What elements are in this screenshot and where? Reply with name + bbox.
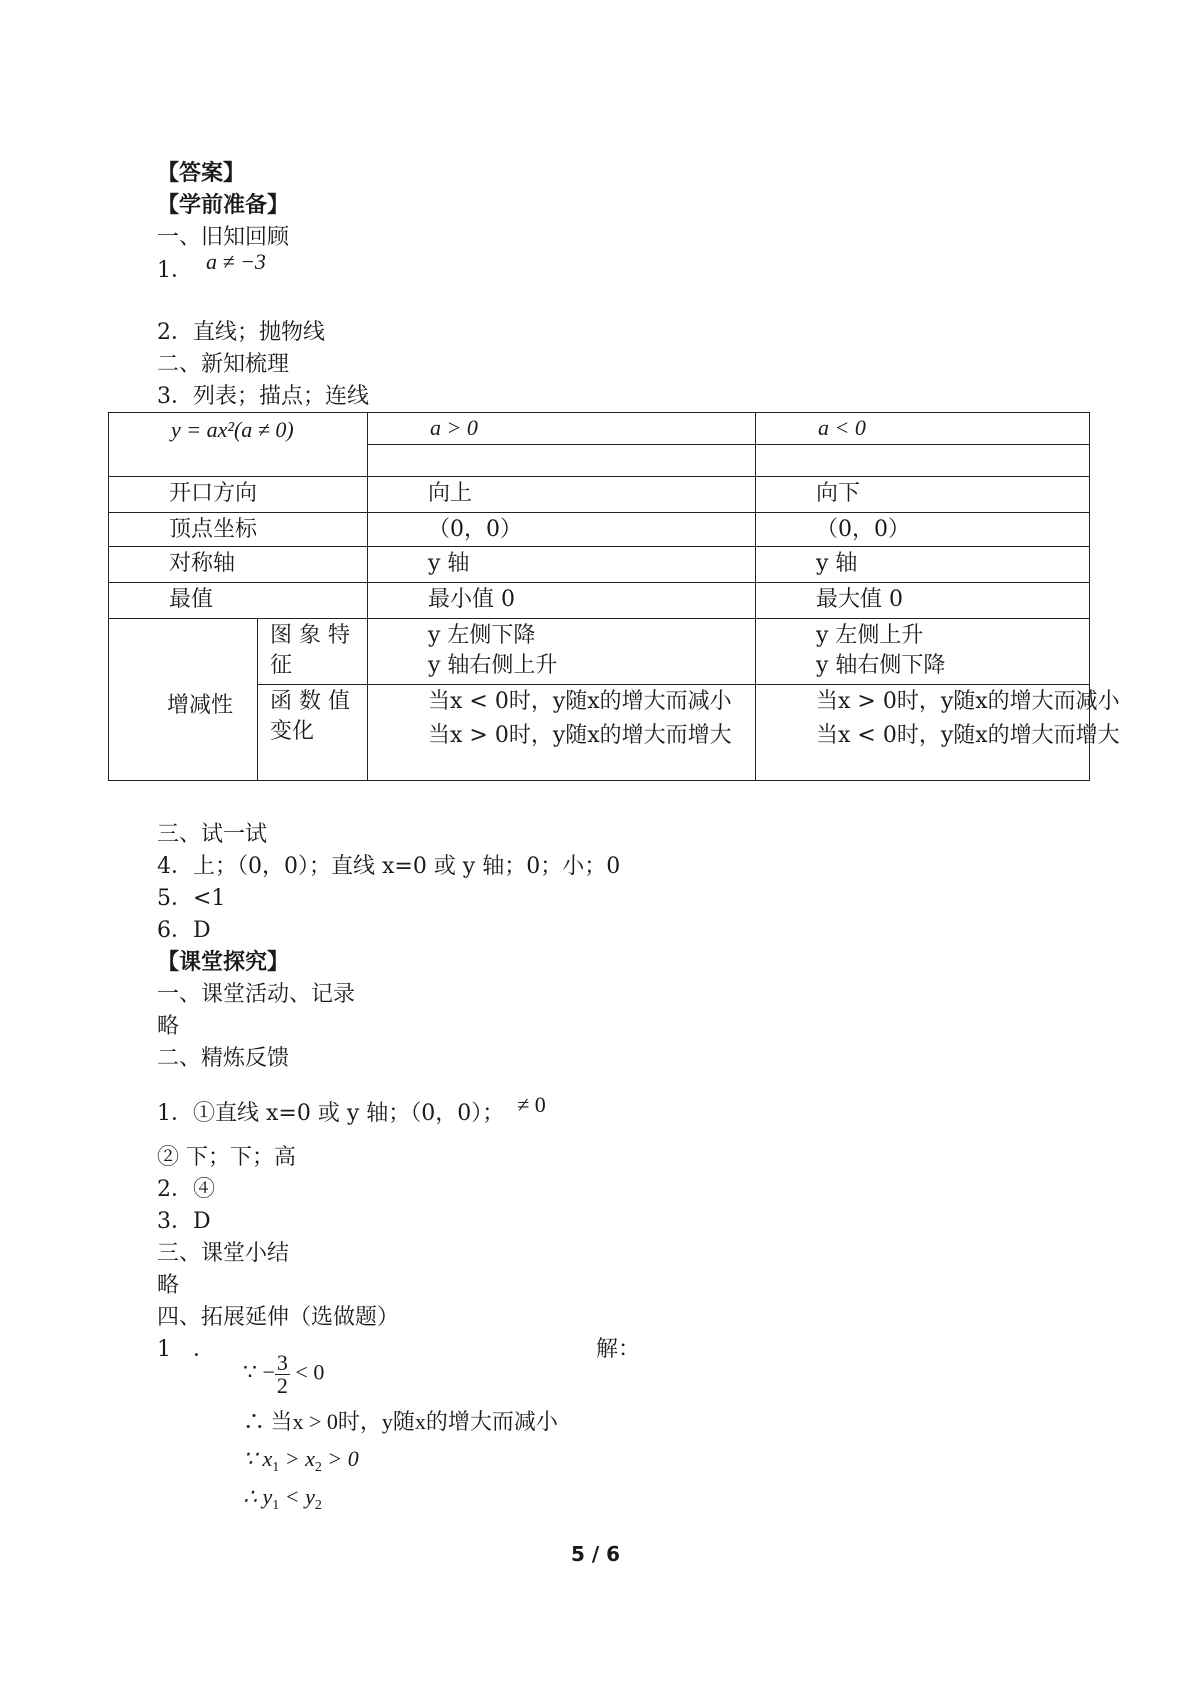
feedback-q1-text: 1．①直线 x=0 或 y 轴；（0，0）； — [157, 1101, 505, 1126]
solution-step-2: ∴ 当x > 0时，y随x的增大而减小 — [243, 1409, 558, 1434]
row-label-text: 对称轴 — [169, 551, 236, 576]
cell-text: 向下 — [816, 481, 861, 506]
table-cell — [756, 583, 1090, 619]
feedback-q1-math: ≠ 0 — [517, 1092, 546, 1117]
cell-text: y 轴右侧上升 — [428, 653, 558, 678]
q1-line — [157, 249, 266, 284]
step4-subscript: 2 — [314, 1498, 322, 1513]
table-cell — [368, 513, 756, 547]
table-func-label: y = ax²(a ≠ 0) — [171, 417, 294, 442]
step3-subscript: 1 — [272, 1460, 280, 1475]
cell-text: y 轴 — [816, 551, 858, 576]
step3-part: ∵ x — [243, 1446, 273, 1471]
page-number: 5 / 6 — [570, 1542, 621, 1566]
table-a-pos-header — [368, 413, 756, 445]
table-cell — [368, 685, 756, 781]
table-cell — [368, 583, 756, 619]
summary-title: 三、课堂小结 — [157, 1241, 290, 1266]
cell-text: 最小值 0 — [428, 587, 515, 612]
monotonicity-label: 增减性 — [167, 693, 234, 718]
table-row-label — [109, 583, 368, 619]
table-cell — [368, 619, 756, 685]
parabola-properties-table — [108, 412, 1120, 781]
table-cell — [756, 477, 1090, 513]
feedback-title: 二、精炼反馈 — [157, 1046, 290, 1071]
extension-title: 四、拓展延伸（选做题） — [157, 1305, 400, 1330]
table-a-neg-header — [756, 413, 1090, 445]
cell-text: y 左侧下降 — [428, 623, 536, 648]
table-empty-cell — [368, 445, 756, 477]
step1-prefix: ∵ − — [243, 1359, 275, 1385]
solution-step-1 — [243, 1352, 324, 1397]
monotonicity-label-cell — [109, 619, 258, 781]
cell-text: （0，0） — [428, 517, 522, 542]
value-change-label-cell — [258, 685, 368, 781]
table-row-label — [109, 547, 368, 583]
fraction-denominator: 2 — [276, 1373, 288, 1398]
cell-text: 当x > 0时，y随x的增大而减小 — [816, 689, 1120, 714]
a-neg-label: a < 0 — [818, 415, 866, 440]
table-cell — [756, 619, 1090, 685]
cell-text: y 轴 — [428, 551, 470, 576]
graph-label-line1: 图 象 特 — [270, 623, 350, 648]
q1-number: 1． — [157, 258, 193, 283]
graph-label-line2: 征 — [270, 653, 293, 678]
solution-step-4 — [243, 1484, 322, 1519]
feedback-q2-line: 2．④ — [157, 1177, 215, 1202]
cell-text: 当x > 0时，y随x的增大而增大 — [428, 723, 732, 748]
prep-heading: 【学前准备】 — [157, 193, 290, 218]
cell-text: 当x < 0时，y随x的增大而减小 — [428, 689, 732, 714]
q5-line: 5．<1 — [157, 886, 226, 911]
step4-part: ∴ y — [243, 1484, 273, 1509]
step3-part: > x — [279, 1446, 315, 1471]
cell-text: （0，0） — [816, 517, 910, 542]
step3-part: > 0 — [321, 1446, 359, 1471]
graph-feature-label-cell — [258, 619, 368, 685]
a-pos-label: a > 0 — [430, 415, 478, 440]
q4-line: 4．上；（0，0）；直线 x=0 或 y 轴；0；小；0 — [157, 854, 621, 879]
step3-subscript: 2 — [314, 1460, 322, 1475]
q2-line: 2．直线；抛物线 — [157, 320, 325, 345]
q1-expression: a ≠ −3 — [206, 249, 266, 274]
row-label-text: 顶点坐标 — [169, 517, 258, 542]
feedback-q1-line — [157, 1092, 546, 1127]
table-row-label — [109, 477, 368, 513]
extension-q1-number: 1 ． — [157, 1337, 215, 1362]
new-knowledge-title: 二、新知梳理 — [157, 352, 290, 377]
cell-text: 当x < 0时，y随x的增大而增大 — [816, 723, 1120, 748]
table-cell — [756, 547, 1090, 583]
table-cell — [756, 513, 1090, 547]
feedback-q1b-line: ② 下；下；高 — [157, 1145, 296, 1170]
table-empty-cell — [756, 445, 1090, 477]
solution-label: 解： — [596, 1337, 641, 1362]
solution-step-3 — [243, 1446, 359, 1481]
table-cell — [756, 685, 1120, 781]
answer-heading: 【答案】 — [157, 161, 246, 186]
cell-text: 最大值 0 — [816, 587, 903, 612]
value-label-line2: 变化 — [270, 719, 315, 744]
step4-subscript: 1 — [272, 1498, 280, 1513]
table-func-header — [109, 413, 368, 477]
fraction-three-halves — [275, 1352, 290, 1397]
table-row-label — [109, 513, 368, 547]
cell-text: y 左侧上升 — [816, 623, 924, 648]
explore-heading: 【课堂探究】 — [157, 950, 290, 975]
step4-part: < y — [279, 1484, 315, 1509]
q3-line: 3．列表；描点；连线 — [157, 384, 369, 409]
summary-answer: 略 — [157, 1273, 180, 1298]
cell-text: y 轴右侧下降 — [816, 653, 946, 678]
value-label-line1: 函 数 值 — [270, 689, 350, 714]
activity-title: 一、课堂活动、记录 — [157, 982, 356, 1007]
table-cell — [368, 547, 756, 583]
step1-suffix: < 0 — [289, 1359, 325, 1385]
feedback-q3-line: 3．D — [157, 1209, 211, 1234]
cell-text: 向上 — [428, 481, 473, 506]
q6-line: 6．D — [157, 918, 211, 943]
table-cell — [368, 477, 756, 513]
review-title: 一、旧知回顾 — [157, 225, 290, 250]
try-title: 三、试一试 — [157, 822, 268, 847]
activity-answer: 略 — [157, 1014, 180, 1039]
row-label-text: 最值 — [169, 587, 214, 612]
row-label-text: 开口方向 — [169, 481, 258, 506]
fraction-numerator: 3 — [276, 1350, 288, 1375]
